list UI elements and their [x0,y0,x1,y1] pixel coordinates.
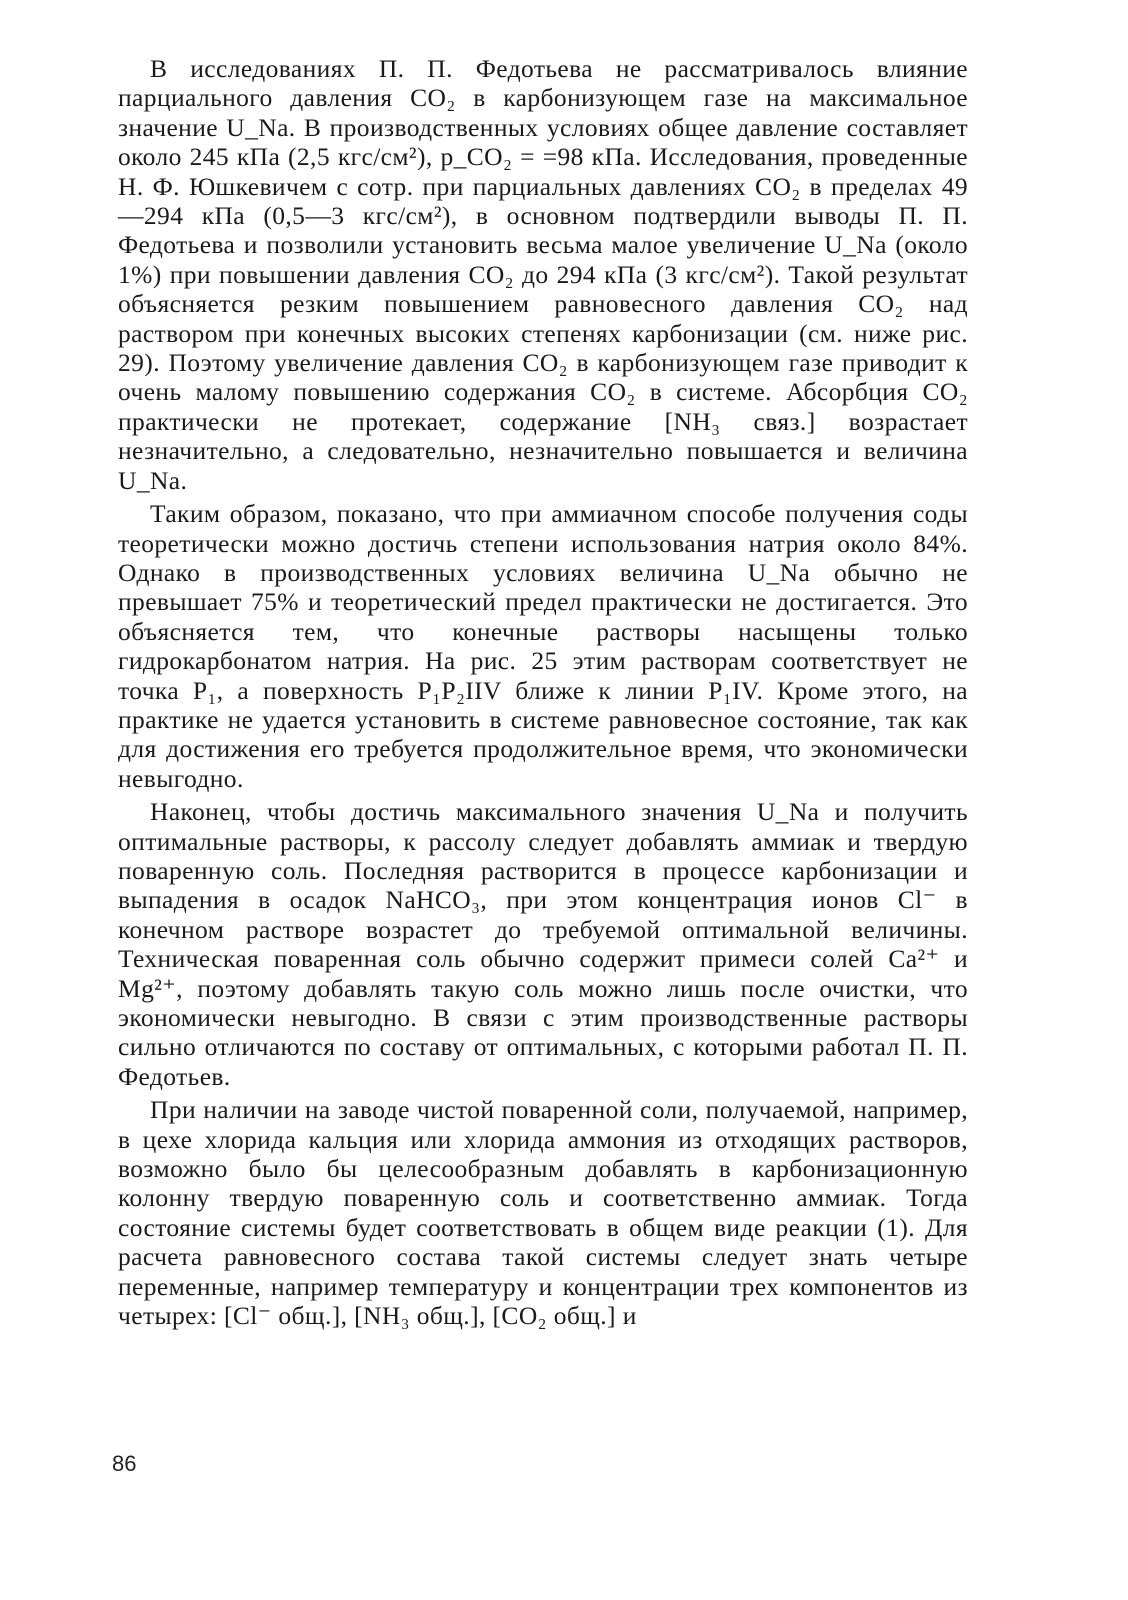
body-text [118,54,968,1330]
paragraph-3: Наконец, чтобы достичь максимального значения U_Na и получить оптимальные растворы, к рассолу следует добавлять аммиак и твердую поваренную соль. Последняя растворится в процессе карбонизации и выпадения в осадок NaHCO₃, при этом концентрация ионов Cl⁻ в конечном растворе возрастет до требуемой оптимальной величины. Техническая поваренная соль обычно содержит примеси солей Ca²⁺ и Mg²⁺, поэтому добавлять такую соль можно лишь после очистки, что экономически невыгодно. В связи с этим производственные растворы сильно отличаются по составу от оптимальных, с которыми работал П. П. Федотьев. [118,797,968,1091]
paragraph-4: При наличии на заводе чистой поваренной соли, получаемой, например, в цехе хлорида кальция или хлорида аммония из отходящих растворов, возможно было бы целесообразным добавлять в карбонизационную колонну твердую поваренную соль и соответственно аммиак. Тогда состояние системы будет соответствовать в общем виде реакции (1). Для расчета равновесного состава такой системы следует знать четыре переменные, например температуру и концентрации трех компонентов из четырех: [Cl⁻ общ.], [NH₃ общ.], [CO₂ общ.] и [118,1095,968,1331]
page-number: 86 [112,1451,137,1476]
paragraph-2: Таким образом, показано, что при аммиачном способе получения соды теоретически можно достичь степени использования натрия около 84%. Однако в производственных условиях величина U_Na обычно не превышает 75% и теоретический предел практически не достигается. Это объясняется тем, что конечные растворы насыщены только гидрокарбонатом натрия. На рис. 25 этим растворам соответствует не точка P₁, а поверхность P₁P₂IIV ближе к линии P₁IV. Кроме этого, на практике не удается установить в системе равновесное состояние, так как для достижения его требуется продолжительное время, что экономически невыгодно. [118,499,968,793]
paragraph-1: В исследованиях П. П. Федотьева не рассматривалось влияние парциального давления CO₂ в карбонизующем газе на максимальное значение U_Na. В производственных условиях общее давление составляет около 245 кПа (2,5 кгс/см²), p_CO₂ = =98 кПа. Исследования, проведенные Н. Ф. Юшкевичем с сотр. при парциальных давлениях CO₂ в пределах 49—294 кПа (0,5—3 кгс/см²), в основном подтвердили выводы П. П. Федотьева и позволили установить весьма малое увеличение U_Na (около 1%) при повышении давления CO₂ до 294 кПа (3 кгс/см²). Такой результат объясняется резким повышением равновесного давления CO₂ над раствором при конечных высоких степенях карбонизации (см. ниже рис. 29). Поэтому увеличение давления CO₂ в карбонизующем газе приводит к очень малому повышению содержания CO₂ в системе. Абсорбция CO₂ практически не протекает, содержание [NH₃ связ.] возрастает незначительно, а следовательно, незначительно повышается и величина U_Na. [118,54,968,495]
